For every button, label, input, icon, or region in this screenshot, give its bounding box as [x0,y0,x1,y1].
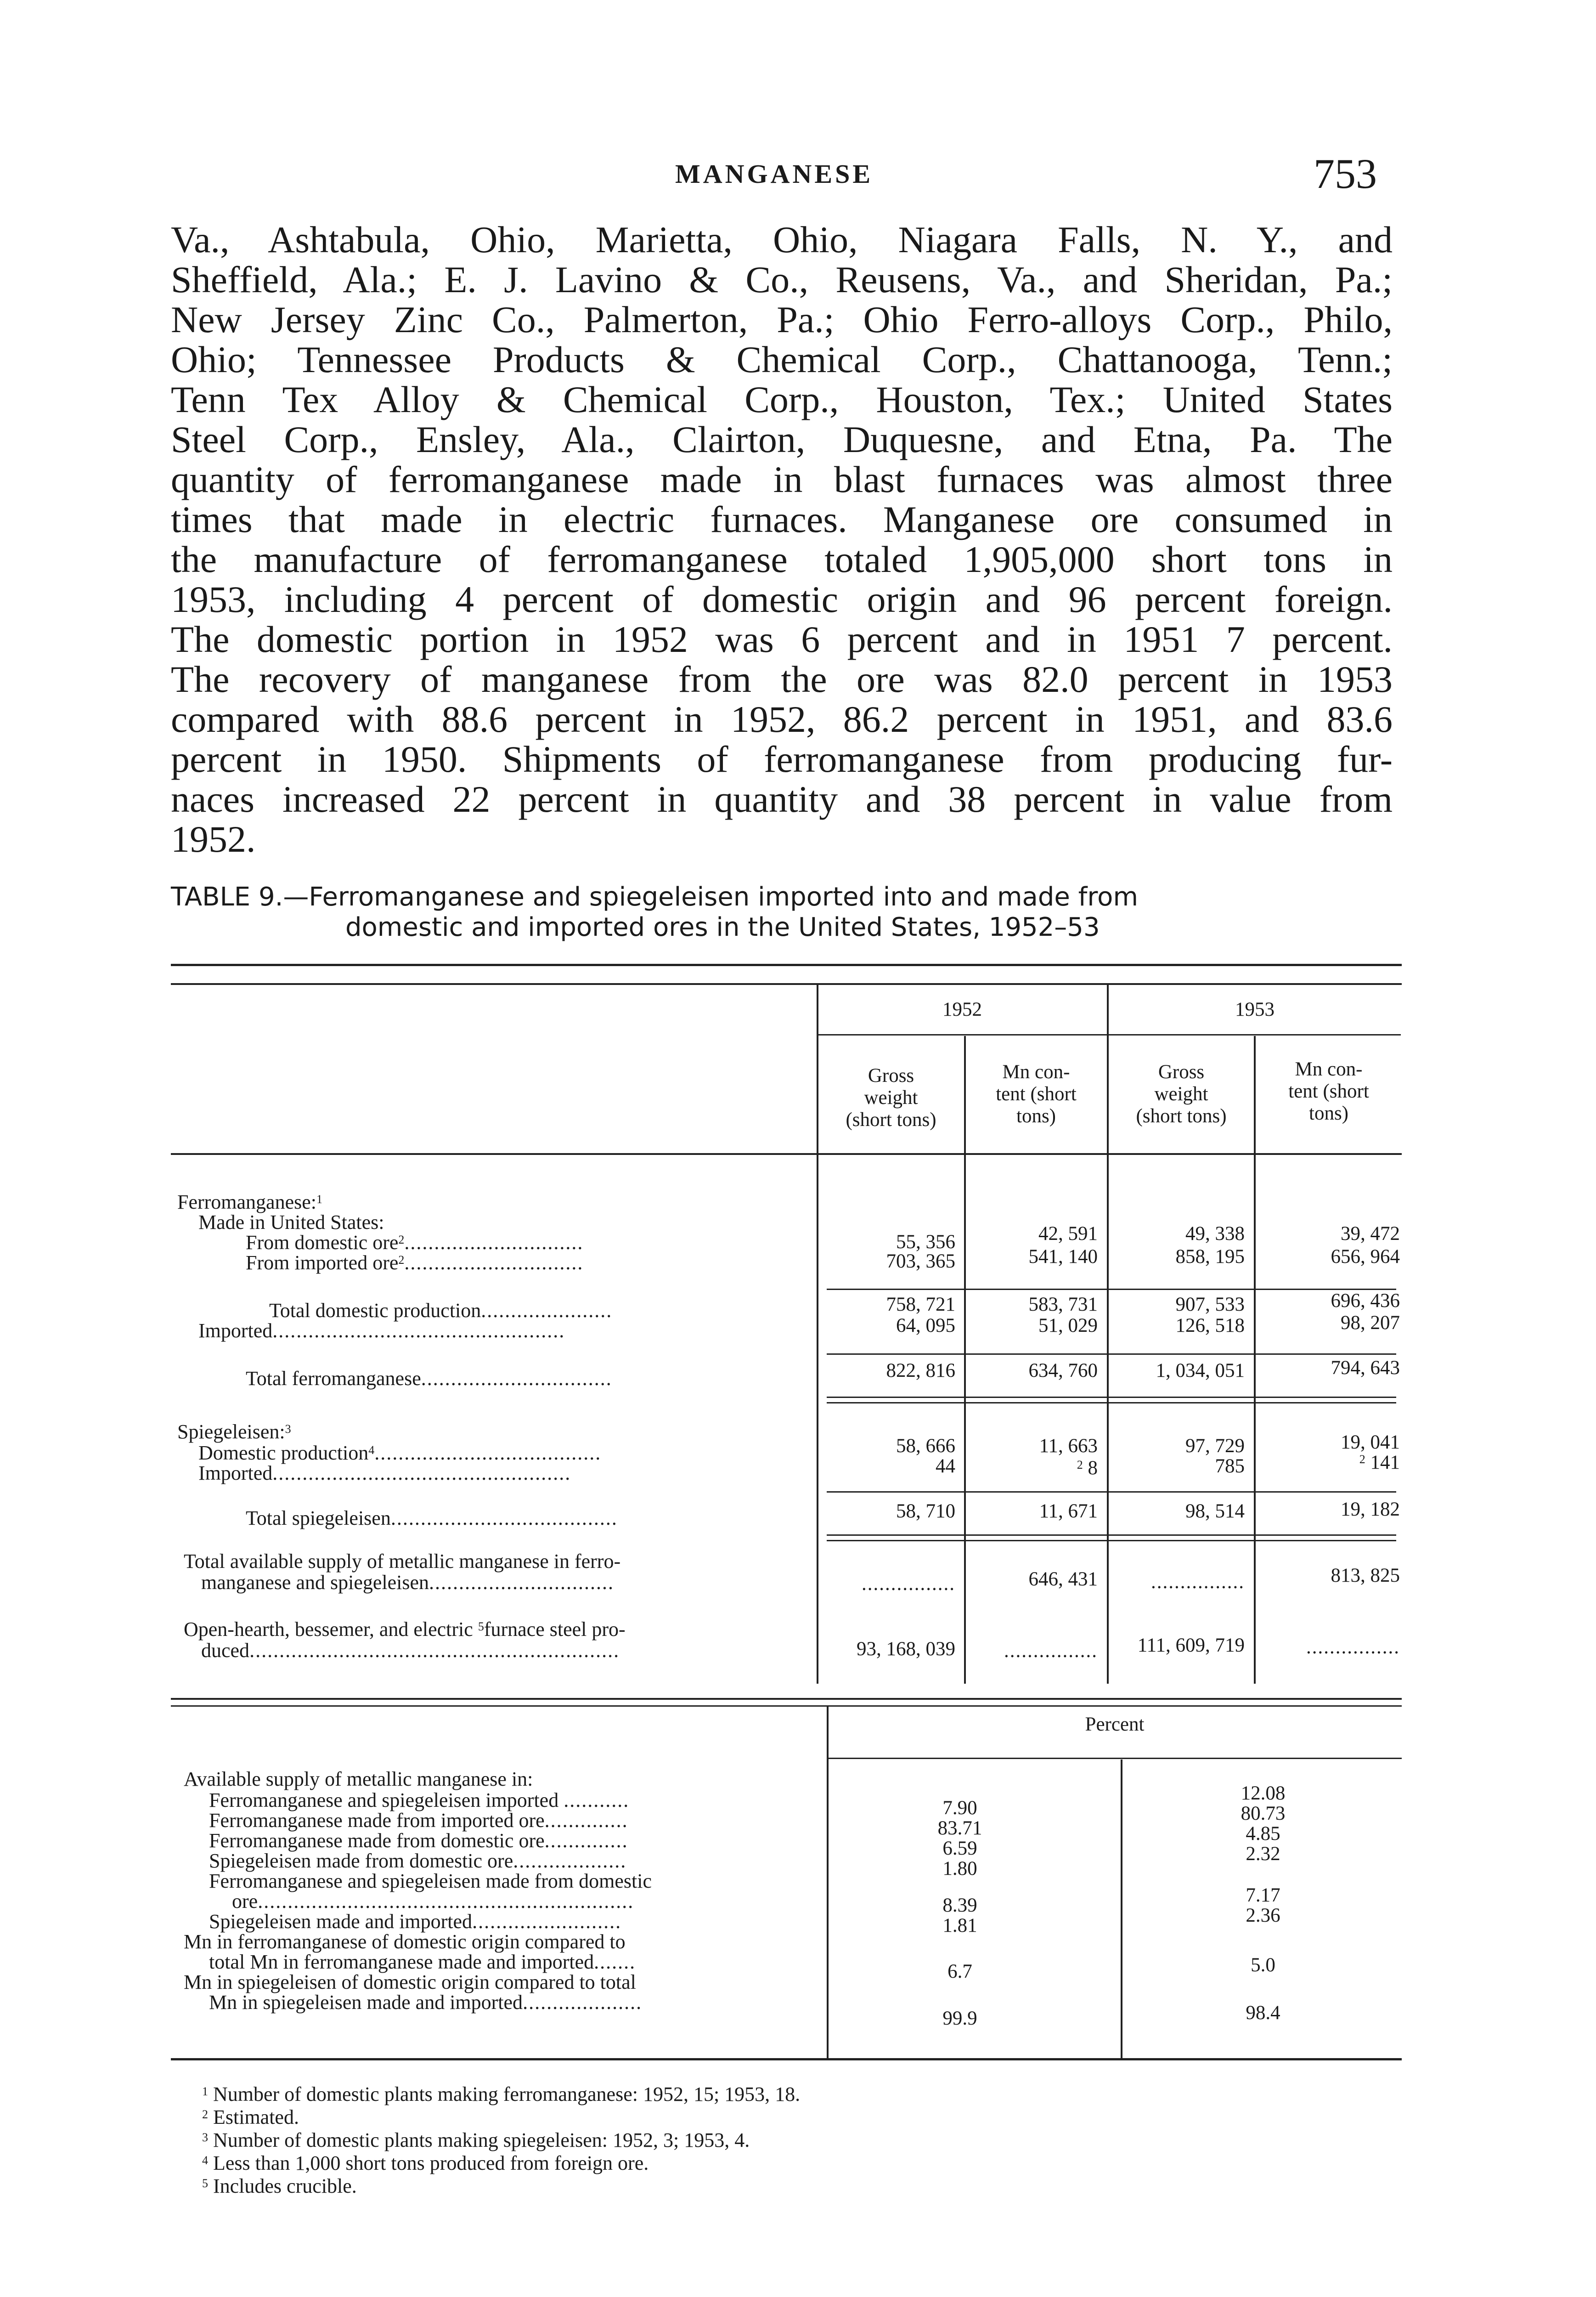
table-cell: 19, 041 [1341,1431,1400,1453]
stub-from-imported-ore: From imported ore$^2$.............................. [246,1251,584,1274]
table-caption-line: TABLE 9.—Ferromanganese and spiegeleisen imported into and made from [171,882,1138,912]
table-cell: 42, 591 [1038,1223,1098,1245]
table-cell: 44 [936,1455,955,1477]
column-divider [827,1706,829,2059]
body-line: naces increased 22 percent in quantity and 38 percent in value from [171,778,1393,820]
stub-available-supply-intro: Available supply of metallic manganese in: [184,1768,533,1790]
stub-made-in-us: Made in United States: [198,1211,384,1233]
column-header-mn-1952: Mn con- tent (short tons) [996,1061,1077,1127]
stub-ferromanganese: Ferromanganese:$^1$ [177,1191,322,1213]
percent-cell: 2.36 [1246,1905,1280,1926]
stub-domestic-production: Domestic production$^4$...................................... [198,1442,602,1464]
footnote: $^2$ Estimated. [202,2106,299,2128]
percent-row-label: Ferromanganese made from imported ore.............. [209,1809,628,1832]
stub-spiegeleisen: Spiegeleisen:$^3$ [177,1420,291,1443]
percent-cell: 99.9 [942,2008,977,2029]
table-cell: 822, 816 [886,1360,955,1381]
percent-row-label: Mn in spiegeleisen made and imported.................... [209,1991,643,2014]
body-line: Sheffield, Ala.; E. J. Lavino & Co., Reusens, Va., and Sheridan, Pa.; [171,259,1393,300]
header-bottom-rule [171,1153,1402,1155]
stub-spieg-imported: Imported.................................................. [198,1462,571,1484]
percent-cell: 1.80 [942,1858,977,1879]
table-cell: 97, 729 [1185,1435,1245,1457]
footnote: $^3$ Number of domestic plants making spiegeleisen: 1952, 3; 1953, 4. [202,2129,750,2151]
percent-row-label: Ferromanganese and spiegeleisen made from domestic [209,1870,652,1892]
table-cell: 93, 168, 039 [857,1638,955,1660]
percent-row-label: Mn in spiegeleisen of domestic origin compared to total [184,1971,636,1993]
percent-cell: 4.85 [1246,1823,1280,1844]
footnote: $^5$ Includes crucible. [202,2175,357,2197]
year-divider-rule [818,1034,1401,1035]
stub-open-hearth-steel: Open-hearth, bessemer, and electric $^5$furnace steel pro- duced.............................................................. [184,1618,626,1662]
year-header-1952: 1952 [942,999,982,1020]
percent-header-rule [828,1758,1402,1759]
table-top-rule-2 [171,983,1402,985]
sum-rule [827,1491,1396,1493]
year-header-1953: 1953 [1235,999,1275,1020]
table-cell: 813, 825 [1331,1565,1400,1586]
table-cell: 11, 663 [1039,1435,1098,1457]
table-cell: 696, 436 [1331,1290,1400,1312]
table-cell: 907, 533 [1175,1294,1245,1315]
footnote: $^1$ Number of domestic plants making ferromanganese: 1952, 15; 1953, 18. [202,2083,801,2105]
table-cell: 58, 666 [896,1435,955,1457]
body-paragraph [171,220,1393,859]
footnotes [202,2083,800,2198]
double-rule [827,1540,1396,1541]
stub-from-domestic-ore: From domestic ore$^2$.............................. [246,1231,584,1254]
page-number: 753 [1314,150,1377,197]
table-cell: 634, 760 [1028,1360,1098,1381]
sum-rule [827,1353,1396,1355]
percent-cell: 6.59 [942,1838,977,1859]
body-line: Ohio; Tennessee Products & Chemical Corp., Chattanooga, Tenn.; [171,339,1393,380]
stub-total-spiegeleisen: Total spiegeleisen...................................... [246,1507,618,1529]
running-head [0,150,1596,197]
percent-row-label: Mn in ferromanganese of domestic origin compared to [184,1930,626,1953]
table-cell: 64, 095 [896,1315,955,1336]
section-rule [171,1705,1402,1707]
percent-cell: 83.71 [937,1817,982,1839]
body-line: quantity of ferromanganese made in blast furnaces was almost three [171,458,1393,500]
percent-cell: 7.90 [942,1797,977,1819]
stub-total-ferromanganese: Total ferromanganese................................ [246,1367,612,1390]
body-line: 1953, including 4 percent of domestic origin and 96 percent foreign. [171,578,1393,620]
percent-row-label: Ferromanganese made from domestic ore.............. [209,1829,628,1852]
percent-row-label: ore............................................................... [232,1890,634,1912]
table-cell-empty: ................ [1004,1640,1098,1662]
chapter-title: MANGANESE [675,159,874,189]
table-cell: 58, 710 [896,1500,955,1522]
column-header-gross-1953: Gross weight (short tons) [1136,1061,1227,1127]
table-cell: 858, 195 [1175,1246,1245,1267]
body-line: the manufacture of ferromanganese totaled 1,905,000 short tons in [171,538,1393,580]
percent-cell: 80.73 [1241,1803,1286,1824]
stub-total-domestic-production: Total domestic production...................... [269,1299,613,1322]
footnote: $^4$ Less than 1,000 short tons produced from foreign ore. [202,2152,649,2174]
column-divider [1254,1036,1256,1684]
table-cell: 758, 721 [886,1294,955,1315]
double-rule [827,1402,1396,1403]
percent-cell: 98.4 [1246,2002,1280,2024]
table-cell: 39, 472 [1341,1223,1400,1245]
table-cell: 11, 671 [1039,1500,1098,1522]
table-cell: 55, 356 [896,1231,955,1253]
table-caption-line: domestic and imported ores in the United States, 1952–53 [345,912,1100,942]
body-line: Tenn Tex Alloy & Chemical Corp., Houston, Tex.; United States [171,379,1393,420]
column-divider [1121,1760,1122,2059]
body-line: The domestic portion in 1952 was 6 percent and in 1951 7 percent. [171,618,1393,660]
percent-row-label: Ferromanganese and spiegeleisen imported ........... [209,1789,630,1811]
body-line: New Jersey Zinc Co., Palmerton, Pa.; Ohio Ferro-alloys Corp., Philo, [171,299,1393,340]
double-rule [827,1534,1396,1536]
table-cell: 126, 518 [1175,1315,1245,1336]
table-cell-empty: ................ [1151,1571,1245,1593]
table-cell-empty: ................ [862,1573,955,1595]
table-cell: 541, 140 [1028,1246,1098,1267]
table-cell: 51, 029 [1038,1315,1098,1336]
sum-rule [827,1289,1396,1290]
table-cell: 794, 643 [1331,1357,1400,1379]
table-cell: 1, 034, 051 [1156,1360,1245,1381]
table-bottom-rule [171,2058,1402,2060]
percent-cell: 1.81 [942,1915,977,1936]
table-cell-empty: ................ [1306,1636,1400,1658]
table-cell: 656, 964 [1331,1246,1400,1267]
percent-cell: 8.39 [942,1895,977,1916]
table-cell: 98, 207 [1341,1312,1400,1334]
body-line: 1952. [171,818,256,860]
table-cell: $^2$ 141 [1359,1452,1400,1473]
body-line: Va., Ashtabula, Ohio, Marietta, Ohio, Niagara Falls, N. Y., and [171,219,1393,260]
percent-cell: 5.0 [1251,1954,1275,1976]
table-cell: $^2$ 8 [1077,1457,1098,1479]
table-cell: 111, 609, 719 [1137,1635,1245,1656]
percent-cell: 7.17 [1246,1884,1280,1906]
table-caption [171,882,1402,943]
table-cell: 49, 338 [1185,1223,1245,1245]
table-cell: 785 [1215,1455,1245,1477]
table-cell: 583, 731 [1028,1294,1098,1315]
percent-cell: 6.7 [947,1961,972,1982]
table-cell: 646, 431 [1028,1568,1098,1590]
body-line: The recovery of manganese from the ore was 82.0 percent in 1953 [171,658,1393,700]
percent-header: Percent [1085,1714,1145,1735]
percent-row-label: Spiegeleisen made and imported......................... [209,1910,622,1933]
column-header-gross-1952: Gross weight (short tons) [846,1065,936,1131]
stub-total-available-supply: Total available supply of metallic manganese in ferro- manganese and spiegeleisen............................... [184,1550,621,1594]
percent-cell: 12.08 [1241,1782,1286,1804]
percent-row-label: total Mn in ferromanganese made and imported....... [209,1951,636,1973]
body-line: times that made in electric furnaces. Manganese ore consumed in [171,498,1393,540]
column-header-mn-1953: Mn con- tent (short tons) [1288,1058,1369,1124]
body-line: compared with 88.6 percent in 1952, 86.2 percent in 1951, and 83.6 [171,698,1393,740]
column-divider [964,1036,966,1684]
stub-imported: Imported................................................. [198,1319,565,1342]
section-rule [171,1698,1402,1700]
percent-row-label: Spiegeleisen made from domestic ore................... [209,1850,627,1872]
body-line: percent in 1950. Shipments of ferromanganese from producing fur- [171,738,1393,780]
table-cell: 98, 514 [1185,1500,1245,1522]
table-top-rule [171,964,1402,966]
double-rule [827,1397,1396,1398]
body-line: Steel Corp., Ensley, Ala., Clairton, Duquesne, and Etna, Pa. The [171,419,1393,460]
percent-cell: 2.32 [1246,1843,1280,1865]
table-cell: 703, 365 [886,1250,955,1272]
table-cell: 19, 182 [1341,1499,1400,1520]
